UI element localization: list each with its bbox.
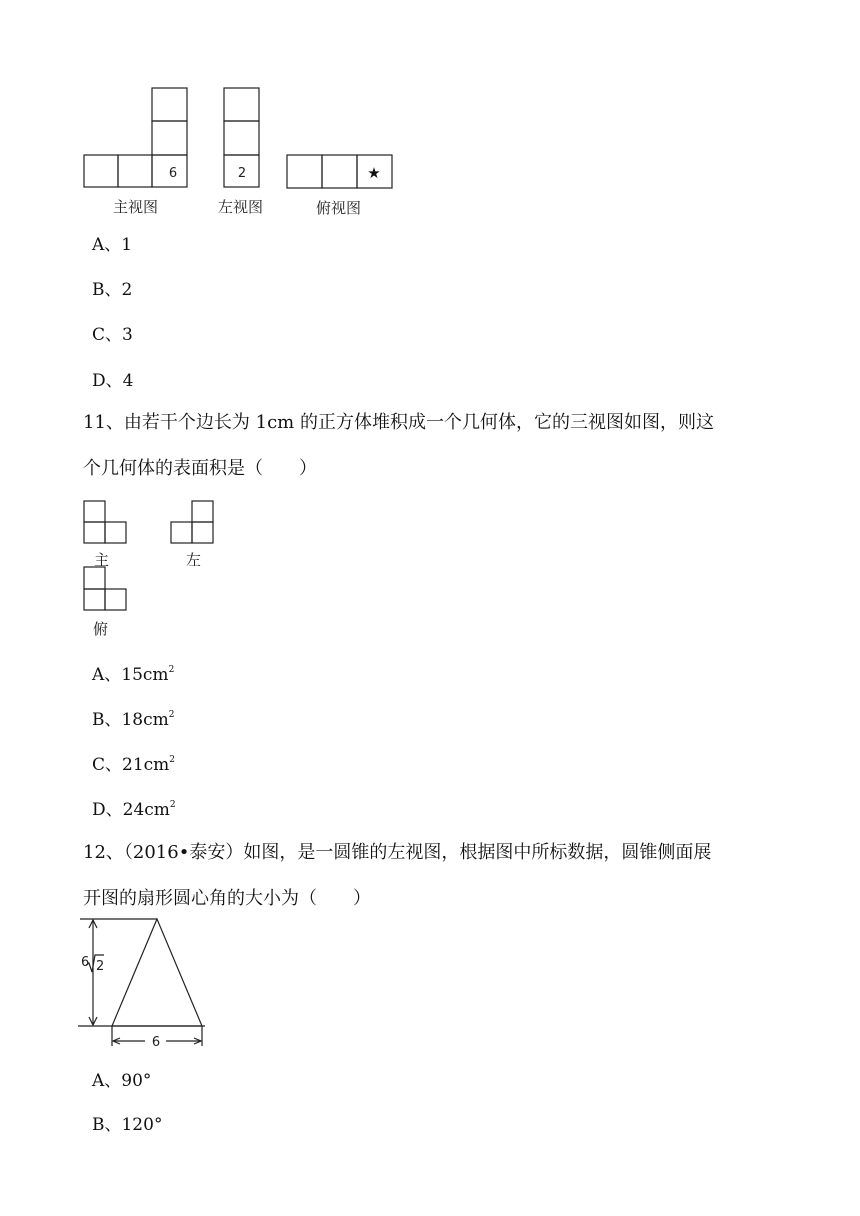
q11-option-a: A、$15cm^2$ (92, 665, 175, 685)
q10-option-a: A、1 (92, 235, 133, 255)
q12-cone-left-view-figure (0, 905, 260, 1055)
q12-stem-line1: 12、（2016•泰安）如图，是一圆锥的左视图，根据图中所标数据，圆锥侧面展 (83, 842, 712, 863)
q10-front-view-label: 主视图 (113, 198, 159, 216)
q11-stem-line1: 11、由若干个边长为 1cm 的正方体堆积成一个几何体，它的三视图如图，则这 (83, 412, 714, 433)
q11-option-c: C、$21cm^2$ (92, 755, 176, 775)
q10-top-view-label: 俯视图 (316, 199, 362, 217)
q11-front-view (84, 501, 126, 543)
q10-option-c: C、3 (92, 325, 133, 345)
q11-top-view (84, 567, 126, 610)
q10-front-cell-number: 6 (168, 166, 178, 181)
base-length-label: 6 (151, 1035, 161, 1050)
star-icon: ★ (367, 164, 381, 182)
q11-left-view-label: 左 (186, 551, 202, 569)
q10-option-d: D、4 (92, 371, 134, 391)
cone-triangle (112, 919, 202, 1026)
q11-left-view (171, 501, 213, 543)
q11-front-view-label: 主 (94, 551, 110, 569)
height-label-coefficient: 6 (81, 955, 90, 970)
height-label-radicand: 2 (96, 959, 105, 974)
q11-three-views-figure (0, 490, 300, 620)
q12-option-b: B、120° (92, 1115, 163, 1135)
q10-left-cell-number: 2 (237, 166, 247, 181)
q11-top-view-label: 俯 (93, 620, 109, 638)
q12-option-a: A、90° (92, 1071, 152, 1091)
q11-option-d: D、$24cm^2$ (92, 800, 176, 820)
q12-stem-line2: 开图的扇形圆心角的大小为（ ） (83, 888, 371, 909)
q10-three-views-figure (0, 0, 860, 200)
q10-left-view-label: 左视图 (218, 198, 264, 216)
q10-option-b: B、2 (92, 280, 133, 300)
q11-stem-line2: 个几何体的表面积是（ ） (83, 458, 317, 479)
q11-option-b: B、$18cm^2$ (92, 710, 175, 730)
